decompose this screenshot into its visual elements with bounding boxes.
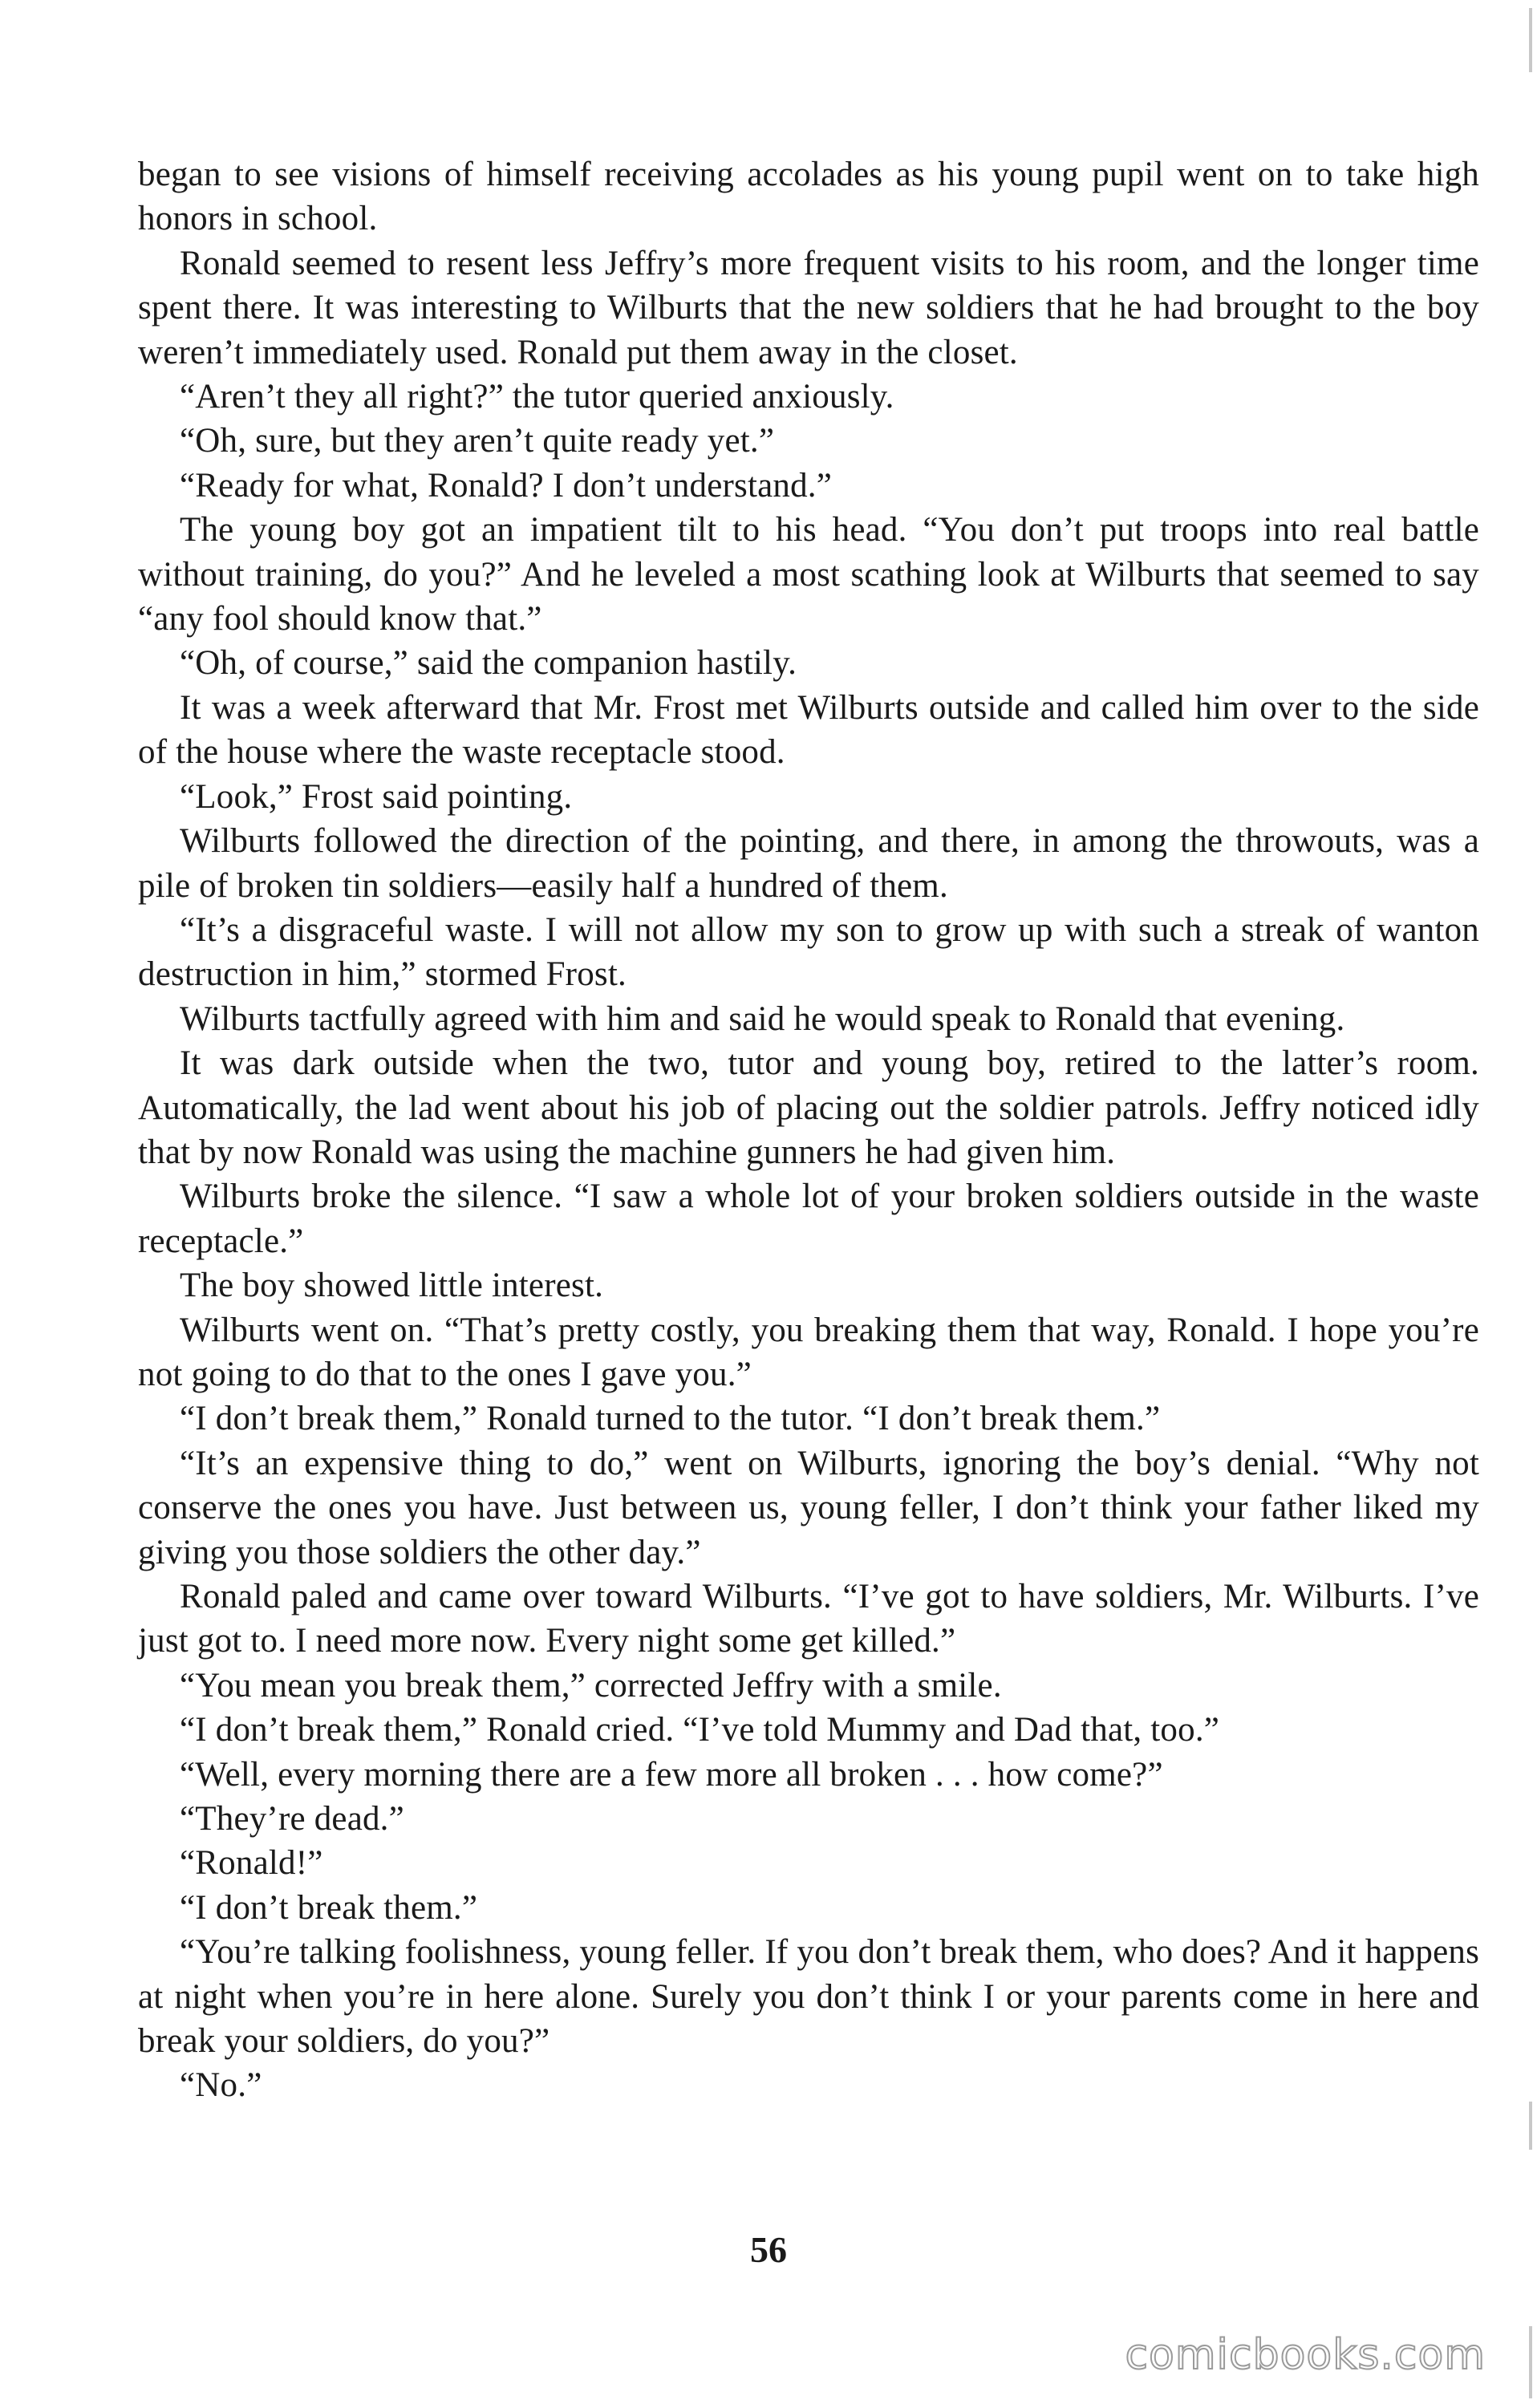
paragraph: “Ready for what, Ronald? I don’t understand.” (180, 466, 833, 505)
paragraph: “You mean you break them,” corrected Jeffry with a smile. (180, 1666, 1002, 1705)
body-text (138, 152, 1479, 2108)
paragraph: “It’s a disgraceful waste. I will not allow my son to grow up with such a streak of wanton destruction in him,” stormed Frost. (138, 910, 1479, 994)
paragraph: Ronald paled and came over toward Wilburts. “I’ve got to have soldiers, Mr. Wilburts. I’ve just got to. I need more now. Every night some get killed.” (138, 1578, 1479, 1660)
paragraph: “I don’t break them,” Ronald cried. “I’ve told Mummy and Dad that, too.” (180, 1711, 1220, 1749)
paragraph: began to see visions of himself receiving accolades as his young pupil went on to take high honors in school. (138, 156, 1479, 238)
paragraph: “You’re talking foolishness, young feller. If you don’t break them, who does? And it happens at night when you’re in here alone. Surely you don’t think I or your parents come in here and break your soldiers, do you?” (138, 1933, 1479, 2061)
paragraph: “It’s an expensive thing to do,” went on Wilburts, ignoring the boy’s denial. “Why not conserve the ones you have. Just between us, young feller, I don’t think your father liked my giving you those soldiers the other day.” (138, 1444, 1479, 1571)
paragraph: It was a week afterward that Mr. Frost met Wilburts outside and called him over to the side of the house where the waste receptacle stood. (138, 688, 1479, 772)
paragraph: “Oh, sure, but they aren’t quite ready yet.” (180, 422, 775, 460)
paragraph: “Aren’t they all right?” the tutor queried anxiously. (180, 378, 894, 416)
paragraph: Ronald seemed to resent less Jeffry’s more frequent visits to his room, and the longer time spent there. It was interesting to Wilburts that the new soldiers that he had brought to the boy weren’t immediately used. Ronald put them away in the closet. (138, 244, 1479, 371)
paragraph: The boy showed little interest. (180, 1267, 604, 1305)
watermark: comicbooks.com (1125, 2331, 1486, 2379)
paragraph: “I don’t break them.” (180, 1888, 478, 1927)
paragraph: Wilburts went on. “That’s pretty costly, you breaking them that way, Ronald. I hope you’re not going to do that to the ones I gave you.” (138, 1311, 1479, 1393)
paragraph: Wilburts tactfully agreed with him and said he would speak to Ronald that evening. (180, 999, 1345, 1038)
paragraph: “Well, every morning there are a few more all broken . . . how come?” (180, 1755, 1163, 1794)
scan-edge-mark (1529, 2102, 1532, 2150)
paragraph: Wilburts broke the silence. “I saw a whole lot of your broken soldiers outside in the waste receptacle.” (138, 1178, 1479, 1260)
paragraph: “They’re dead.” (180, 1800, 404, 1838)
page-number: 56 (750, 2229, 787, 2270)
paragraph: The young boy got an impatient tilt to his head. “You don’t put troops into real battle without training, do you?” And he leveled a most scathing look at Wilburts that seemed to say “any fool should know that.” (138, 511, 1479, 638)
scan-edge-mark (1529, 8, 1532, 72)
paragraph: “I don’t break them,” Ronald turned to the tutor. “I don’t break them.” (180, 1400, 1161, 1438)
scan-edge-mark (1529, 2326, 1532, 2398)
paragraph: “Ronald!” (180, 1844, 323, 1883)
paragraph: “Look,” Frost said pointing. (180, 777, 573, 816)
paragraph: “Oh, of course,” said the companion hastily. (180, 644, 797, 683)
paragraph: “No.” (180, 2066, 262, 2105)
paragraph: Wilburts followed the direction of the pointing, and there, in among the throwouts, was a pile of broken tin soldiers—easily half a hundred of them. (138, 822, 1479, 905)
paragraph: It was dark outside when the two, tutor and young boy, retired to the latter’s room. Automatically, the lad went about his job of placing out the soldier patrols. Jeffry noticed idly that by now Ronald was using the machine gunners he had given him. (138, 1044, 1479, 1171)
